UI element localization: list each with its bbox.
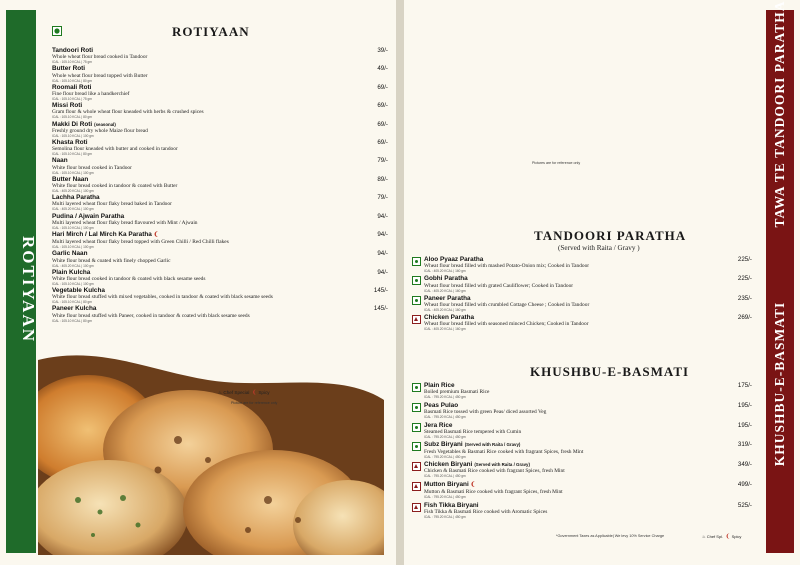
menu-item-price: 69/- (377, 138, 388, 146)
left-side-band (6, 10, 36, 553)
menu-item-name: Plain Kulcha (52, 268, 91, 276)
right-side-title-bottom: KHUSHBU-E-BASMATI (772, 301, 787, 467)
menu-item-tag: (seasonal) (94, 121, 116, 127)
menu-item-calories: ICAL : 105.10 KCAL | 100 gm (52, 281, 94, 286)
menu-item-description: Mutton & Basmati Rice cooked with fragrant Spices, fresh Mint (424, 489, 563, 496)
menu-item-description: White flour bread & coated with finely chopped Garlic (52, 257, 171, 264)
menu-item-name: Tandoori Roti (52, 47, 94, 54)
menu-item-name: Paneer Paratha (424, 294, 471, 302)
menu-item-name: Khasta Roti (52, 138, 88, 146)
menu-item-name: Peas Pulao (424, 401, 459, 409)
menu-item-calories: ICAL : 105.10 KCAL | 80 gm (52, 152, 92, 157)
picture-note-left: Picture are for reference only (231, 401, 278, 405)
menu-item-description: Semolina flour kneaded with butter and cooked in tandoor (52, 146, 178, 153)
menu-item-description: Whole wheat flour bread topped with Butter (52, 72, 148, 79)
tandoori-menu-list (412, 256, 752, 334)
veg-icon (52, 26, 62, 36)
menu-item-name: Paneer Kulcha (52, 305, 97, 313)
menu-item-calories: ICAL : 405.20 KCAL | 160 gm (424, 269, 466, 274)
legend-chef-special: Chef Special (223, 390, 250, 395)
menu-item-price: 94/- (377, 250, 388, 258)
menu-item-description: White flour bread cooked in tandoor & coated with Butter (52, 182, 178, 189)
menu-item-description: Freshly ground dry whole Maize flour bread (52, 127, 148, 134)
menu-item-description: Gram flour & whole wheat flour kneaded with herbs & crushed spices (52, 109, 204, 116)
menu-item-price: 195/- (737, 401, 752, 409)
tandoori-subtitle: (Served with Raita / Gravy ) (558, 244, 640, 252)
menu-item (52, 84, 388, 101)
menu-item-calories: ICAL : 795.20 KCAL | 450 gm (424, 415, 466, 419)
menu-item-name: Butter Naan (52, 175, 89, 183)
non-veg-icon (412, 482, 421, 491)
menu-item (412, 502, 752, 519)
menu-item-name: Fish Tikka Biryani (424, 501, 479, 509)
section-title-rotiyaan: ROTIYAAN (172, 24, 250, 39)
menu-item-price: 195/- (737, 421, 752, 429)
menu-item (52, 157, 388, 174)
left-legend (218, 389, 270, 396)
veg-icon (412, 403, 421, 412)
legend-spicy: Spicy (258, 390, 270, 395)
menu-item-description: White flour bread cooked in tandoor & coated with black sesame seeds (52, 275, 206, 282)
menu-item-price: 94/- (377, 268, 388, 276)
right-page (400, 0, 800, 565)
menu-item (412, 382, 752, 399)
menu-item-name: Vegetable Kulcha (52, 287, 105, 295)
menu-item (52, 47, 388, 64)
menu-item-description: White flour bread stuffed with mixed vegetables, cooked in tandoor & coated with black sesame seeds (52, 294, 273, 301)
menu-item (412, 275, 752, 292)
menu-item (52, 139, 388, 156)
menu-item-price: 69/- (377, 102, 388, 110)
menu-item-description: Fresh Vegetables & Basmati Rice cooked with fragrant Spices, fresh Mint (424, 448, 584, 455)
menu-item-calories: ICAL : 795.20 KCAL | 450 gm (424, 514, 466, 519)
menu-item-price: 145/- (373, 305, 388, 313)
menu-item-name: Chicken Paratha (424, 314, 475, 322)
menu-item-price: 39/- (377, 47, 388, 54)
menu-item (412, 441, 752, 458)
menu-item-name: Makki Di Roti (52, 120, 93, 128)
menu-item (52, 121, 388, 138)
non-veg-icon (412, 462, 421, 471)
menu-item-name: Aloo Pyaaz Paratha (424, 256, 484, 263)
menu-item (52, 231, 388, 249)
menu-item (52, 305, 388, 322)
menu-item-price: 269/- (737, 314, 752, 322)
menu-item-description: Multi layered wheat flour flaky bread baked in Tandoor (52, 201, 172, 208)
picture-note-right: Pictures are for reference only (532, 161, 581, 165)
menu-item (412, 295, 752, 312)
menu-item (412, 402, 752, 419)
menu-item (52, 102, 388, 119)
menu-item-price: 319/- (737, 441, 752, 449)
menu-item-calories: ICAL : 405.20 KCAL | 160 gm (424, 327, 466, 332)
menu-item (52, 176, 388, 193)
section-title-tandoori: TANDOORI PARATHA (534, 228, 687, 243)
left-side-title: ROTIYAAN (19, 236, 38, 344)
menu-item (52, 269, 388, 286)
menu-item-name: Butter Roti (52, 65, 86, 73)
veg-icon (412, 442, 421, 451)
menu-item-calories: ICAL : 105.10 KCAL | 80 gm (52, 300, 92, 305)
menu-item (412, 256, 752, 273)
menu-item-price: 349/- (737, 461, 752, 469)
menu-item-description: Chicken & Basmati Rice cooked with fragrant Spices, fresh Mint (424, 468, 565, 475)
menu-item-description: Boiled premium Basmati Rice (424, 389, 490, 396)
menu-item-calories: ICAL : 795.20 KCAL | 450 gm (424, 474, 466, 479)
menu-item (52, 287, 388, 304)
menu-item (412, 422, 752, 439)
menu-item-name: Chicken Biryani (424, 461, 473, 469)
menu-item-description: White flour bread cooked in Tandoor (52, 164, 132, 171)
menu-item-calories: ICAL : 105.10 KCAL | 75 gm (52, 96, 92, 101)
menu-item-calories: ICAL : 105.10 KCAL | 80 gm (52, 115, 92, 120)
menu-item-name: Naan (52, 157, 68, 165)
menu-item-name: Missi Roti (52, 102, 83, 110)
veg-icon (412, 257, 421, 266)
legend-chef-special: Chef Spl. (706, 534, 724, 539)
basmati-menu-list (412, 382, 752, 522)
menu-item-price: 499/- (737, 480, 752, 488)
menu-item-price: 79/- (377, 157, 388, 165)
veg-icon (412, 296, 421, 305)
menu-item-price: 235/- (737, 294, 752, 302)
menu-item-price: 69/- (377, 83, 388, 91)
right-side-band (766, 0, 794, 553)
menu-item-description: Wheat flour bread filled with mashed Potato-Onion mix; Cooked in Tandoor (424, 263, 590, 270)
menu-item-name: Pudina / Ajwain Paratha (52, 212, 125, 220)
non-veg-icon (412, 503, 421, 512)
menu-item-price: 175/- (737, 382, 752, 389)
spicy-icon: ❨ (468, 481, 476, 488)
section-title-basmati: KHUSHBU-E-BASMATI (530, 364, 690, 379)
menu-item-price: 225/- (737, 275, 752, 283)
veg-icon (412, 383, 421, 392)
spicy-icon: ❨ (725, 534, 731, 540)
chef-special-icon: ♨ (218, 390, 223, 395)
veg-icon (412, 423, 421, 432)
bread-photo (38, 340, 384, 555)
right-legend (702, 533, 741, 540)
menu-item-calories: ICAL : 105.10 KCAL | 100 gm (52, 245, 94, 250)
menu-item (412, 461, 752, 478)
menu-item-name: Lachha Paratha (52, 194, 100, 202)
menu-item-price: 145/- (373, 287, 388, 295)
menu-item-description: Wheat flour bread filled with seasoned minced Chicken; Cooked in Tandoor (424, 321, 589, 328)
menu-item-calories: ICAL : 795.20 KCAL | 450 gm (424, 395, 466, 400)
menu-item-description: Whole wheat flour bread cooked in Tandoor (52, 54, 148, 61)
book-gutter (396, 0, 404, 565)
menu-item-description: Basmati Rice tossed with green Peas/ diced assorted Veg (424, 409, 547, 415)
menu-item-price: 525/- (737, 501, 752, 509)
tax-note: *Government Taxes as Applicable| We levy 10% Service Charge (556, 534, 665, 538)
right-side-title-top: TAWA TE TANDOORI PARATHA (772, 0, 787, 228)
menu-item (52, 65, 388, 82)
menu-item-name: Hari Mirch / Lal Mirch Ka Paratha (52, 230, 152, 238)
menu-item-price: 79/- (377, 194, 388, 202)
menu-item (52, 250, 388, 267)
menu-item-price: 94/- (377, 212, 388, 220)
menu-item-price: 225/- (737, 256, 752, 263)
veg-icon (412, 276, 421, 285)
menu-item-calories: ICAL : 405.20 KCAL | 100 gm (52, 207, 94, 212)
menu-item-name: Roomali Roti (52, 83, 92, 91)
menu-item-calories: ICAL : 105.10 KCAL | 100 gm (52, 170, 94, 175)
menu-item (52, 194, 388, 211)
menu-item-description: Wheat flour bread filled with crumbled Cottage Cheese ; Cooked in Tandoor (424, 301, 590, 308)
menu-item-name: Plain Rice (424, 382, 455, 389)
menu-item-calories: ICAL : 405.20 KCAL | 100 gm (52, 263, 94, 268)
menu-item (412, 314, 752, 331)
spicy-icon: ❨ (151, 231, 159, 238)
non-veg-icon (412, 315, 421, 324)
menu-item-description: Multi layered wheat flour flaky bread flavoured with Mint / Ajwain (52, 219, 198, 226)
menu-item-description: Wheat flour bread filled with grated Cauliflower; Cooked in Tandoor (424, 282, 574, 289)
menu-item-price: 49/- (377, 65, 388, 73)
menu-item-name: Gobhi Paratha (424, 275, 468, 283)
menu-item-name: Subz Biryani (424, 441, 463, 449)
menu-item-calories: ICAL : 795.20 KCAL | 450 gm (424, 454, 466, 459)
menu-item-calories: ICAL : 105.10 KCAL | 100 gm (52, 225, 94, 230)
legend-spicy: Spicy (731, 534, 742, 539)
chef-special-icon: ♨ (702, 534, 706, 539)
menu-item-calories: ICAL : 405.20 KCAL | 100 gm (52, 188, 94, 193)
menu-item-calories: ICAL : 105.10 KCAL | 75 gm (52, 60, 92, 65)
menu-item-calories: ICAL : 405.20 KCAL | 160 gm (424, 288, 466, 293)
menu-item-calories: ICAL : 105.10 KCAL | 80 gm (52, 78, 92, 83)
menu-item-name: Jera Rice (424, 421, 453, 429)
menu-item-name: Garlic Naan (52, 250, 88, 258)
menu-item-calories: ICAL : 405.20 KCAL | 160 gm (424, 307, 466, 312)
menu-item-description: Multi layered wheat flour flaky bread topped with Green Chilli / Red Chilli flakes (52, 239, 229, 246)
spicy-icon: ❨ (252, 390, 258, 396)
menu-item-description: Steamed Basmati Rice tempered with Cumin (424, 428, 522, 435)
menu-item-description: Fish Tikka & Basmati Rice cooked with Aromatic Spices (424, 508, 548, 515)
menu-item-name: Mutton Biryani (424, 480, 469, 488)
menu-item-price: 94/- (377, 230, 388, 238)
menu-item-calories: ICAL : 105.10 KCAL | 100 gm (52, 133, 94, 138)
menu-item-tag: (Served with Raita / Gravy) (474, 462, 530, 468)
menu-item-description: White flour bread stuffed with Paneer, cooked in tandoor & coated with black sesame seeds (52, 312, 250, 319)
menu-item-calories: ICAL : 795.20 KCAL | 450 gm (424, 434, 466, 439)
menu-item (52, 213, 388, 230)
menu-item-price: 69/- (377, 120, 388, 128)
menu-item-calories: ICAL : 105.10 KCAL | 80 gm (52, 318, 92, 323)
menu-item-price: 89/- (377, 175, 388, 183)
menu-item-tag: (Served with Raita / Gravy) (464, 442, 521, 448)
rotiyaan-menu-list (52, 47, 388, 324)
menu-item-calories: ICAL : 795.20 KCAL | 450 gm (424, 495, 466, 500)
menu-item-description: Fine flour bread like a handkerchief (52, 90, 130, 97)
menu-item (412, 481, 752, 499)
